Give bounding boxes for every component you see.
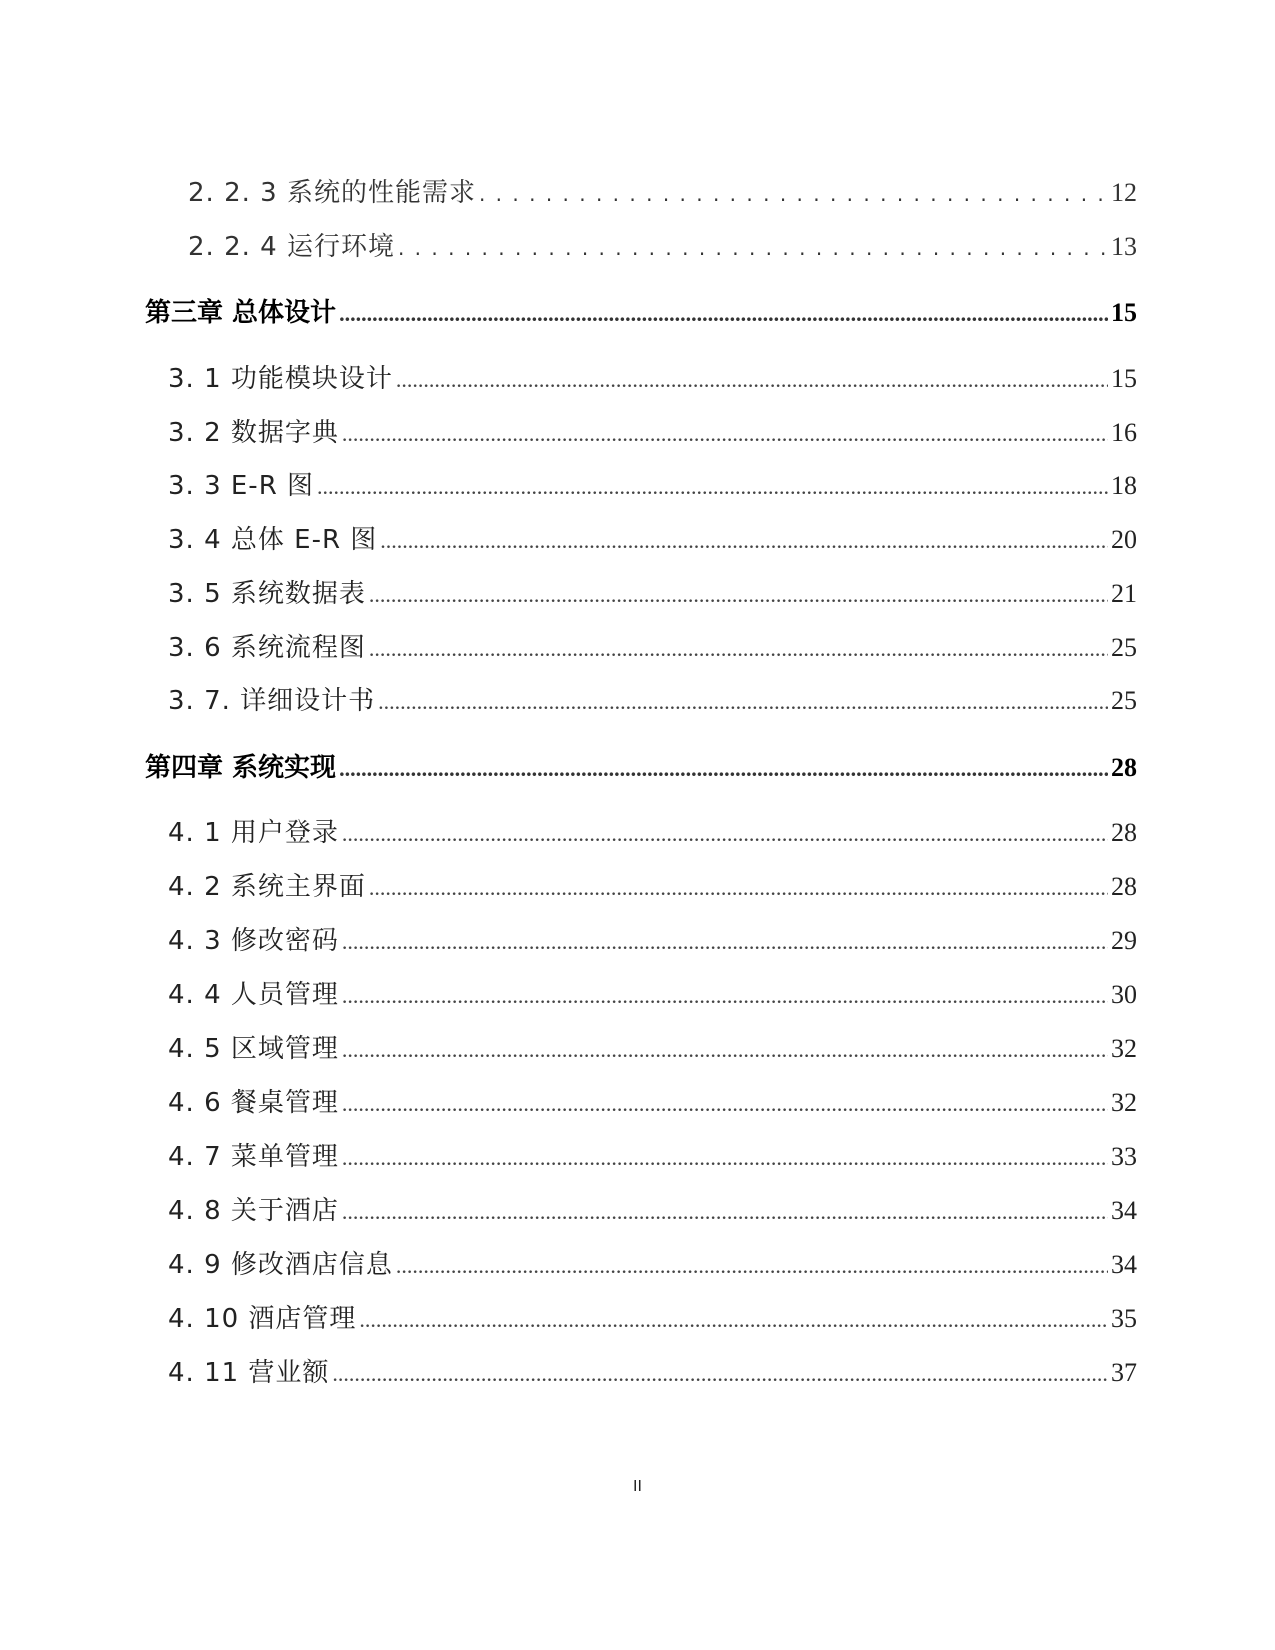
- toc-entry-4-3[interactable]: [168, 920, 1137, 957]
- toc-chapter-3[interactable]: [145, 292, 1137, 329]
- toc-entry-4-6[interactable]: [168, 1082, 1137, 1119]
- toc-dot-leader: [342, 926, 1108, 956]
- toc-entry-4-10[interactable]: [168, 1298, 1137, 1335]
- toc-entry-title: 3. 7. 详细设计书: [168, 686, 376, 716]
- toc-entry-title: 4. 9 修改酒店信息: [168, 1250, 393, 1280]
- toc-entry-page: 37: [1111, 1358, 1137, 1387]
- toc-entry-title: 3. 3 E-R 图: [168, 471, 315, 501]
- toc-entry-title: 3. 5 系统数据表: [168, 579, 366, 609]
- toc-entry-page: 16: [1111, 418, 1137, 447]
- toc-entry-3-5[interactable]: [168, 573, 1137, 610]
- toc-dot-leader: [396, 364, 1108, 394]
- toc-dot-leader: [359, 1304, 1108, 1334]
- toc-chapter-4[interactable]: [145, 747, 1137, 784]
- toc-entry-page: 25: [1111, 633, 1137, 662]
- toc-dot-leader: [342, 818, 1108, 848]
- toc-entry-title: 3. 1 功能模块设计: [168, 364, 393, 394]
- toc-dot-leader: [317, 471, 1108, 501]
- toc-entry-3-7[interactable]: [168, 680, 1137, 717]
- toc-entry-page: 32: [1111, 1088, 1137, 1117]
- toc-entry-page: 34: [1111, 1196, 1137, 1225]
- toc-entry-4-1[interactable]: [168, 812, 1137, 849]
- toc-entry-4-9[interactable]: [168, 1244, 1137, 1281]
- toc-entry-3-1[interactable]: [168, 358, 1137, 395]
- toc-entry-3-4[interactable]: [168, 519, 1137, 556]
- toc-dot-leader: [342, 1142, 1108, 1172]
- toc-dot-leader: [342, 980, 1108, 1010]
- toc-entry-4-8[interactable]: [168, 1190, 1137, 1227]
- footer-page-number: II: [633, 1478, 642, 1495]
- toc-entry-title: 4. 6 餐桌管理: [168, 1088, 339, 1118]
- toc-dot-leader: [342, 418, 1108, 448]
- toc-entry-page: 28: [1111, 818, 1137, 847]
- toc-dot-leader: [380, 525, 1108, 555]
- toc-entry-page: 18: [1111, 471, 1137, 500]
- toc-entry-4-11[interactable]: [168, 1352, 1137, 1389]
- toc-dot-leader: [396, 1250, 1108, 1280]
- toc-chapter-page: 28: [1111, 753, 1137, 782]
- toc-entry-title: 4. 5 区域管理: [168, 1034, 339, 1064]
- toc-entry-page: 20: [1111, 525, 1137, 554]
- toc-dot-leader: [342, 1034, 1108, 1064]
- toc-chapter-title: 第四章 系统实现: [145, 753, 337, 783]
- toc-entry-3-2[interactable]: [168, 412, 1137, 449]
- toc-dot-leader: [342, 1196, 1108, 1226]
- toc-entry-title: 3. 6 系统流程图: [168, 633, 366, 663]
- toc-entry-title: 3. 4 总体 E-R 图: [168, 525, 378, 555]
- toc-entry-title: 4. 4 人员管理: [168, 980, 339, 1010]
- toc-entry-title: 4. 8 关于酒店: [168, 1196, 339, 1226]
- toc-dot-leader: [369, 872, 1108, 902]
- toc-entry-page: 35: [1111, 1304, 1137, 1333]
- toc-dot-leader: [339, 298, 1108, 328]
- toc-dot-leader: [398, 232, 1108, 262]
- toc-dot-leader: [369, 633, 1108, 663]
- toc-dot-leader: [369, 579, 1108, 609]
- toc-entry-4-2[interactable]: [168, 866, 1137, 903]
- toc-entry-3-6[interactable]: [168, 627, 1137, 664]
- toc-dot-leader: [332, 1358, 1108, 1388]
- toc-entry-title: 4. 1 用户登录: [168, 818, 339, 848]
- toc-entry-3-3[interactable]: [168, 465, 1137, 502]
- toc-entry-page: 21: [1111, 579, 1137, 608]
- toc-dot-leader: [342, 1088, 1108, 1118]
- toc-entry-2-2-4[interactable]: [188, 226, 1137, 263]
- toc-entry-page: 12: [1111, 178, 1137, 207]
- toc-entry-page: 29: [1111, 926, 1137, 955]
- toc-entry-page: 34: [1111, 1250, 1137, 1279]
- toc-entry-page: 13: [1111, 232, 1137, 261]
- toc-dot-leader: [479, 178, 1108, 208]
- toc-entry-title: 4. 11 营业额: [168, 1358, 330, 1388]
- toc-dot-leader: [378, 686, 1108, 716]
- toc-dot-leader: [339, 753, 1108, 783]
- toc-entry-title: 4. 3 修改密码: [168, 926, 339, 956]
- toc-entry-page: 15: [1111, 364, 1137, 393]
- toc-entry-page: 28: [1111, 872, 1137, 901]
- toc-entry-4-5[interactable]: [168, 1028, 1137, 1065]
- toc-chapter-page: 15: [1111, 298, 1137, 327]
- toc-entry-page: 32: [1111, 1034, 1137, 1063]
- toc-entry-page: 33: [1111, 1142, 1137, 1171]
- toc-entry-title: 4. 2 系统主界面: [168, 872, 366, 902]
- toc-entry-4-7[interactable]: [168, 1136, 1137, 1173]
- toc-entry-title: 3. 2 数据字典: [168, 418, 339, 448]
- toc-entry-4-4[interactable]: [168, 974, 1137, 1011]
- toc-chapter-title: 第三章 总体设计: [145, 298, 337, 328]
- toc-entry-title: 2. 2. 3 系统的性能需求: [188, 178, 476, 208]
- toc-entry-title: 2. 2. 4 运行环境: [188, 232, 395, 262]
- toc-entry-title: 4. 10 酒店管理: [168, 1304, 357, 1334]
- toc-entry-title: 4. 7 菜单管理: [168, 1142, 339, 1172]
- toc-entry-page: 25: [1111, 686, 1137, 715]
- toc-entry-page: 30: [1111, 980, 1137, 1009]
- toc-entry-2-2-3[interactable]: [188, 172, 1137, 209]
